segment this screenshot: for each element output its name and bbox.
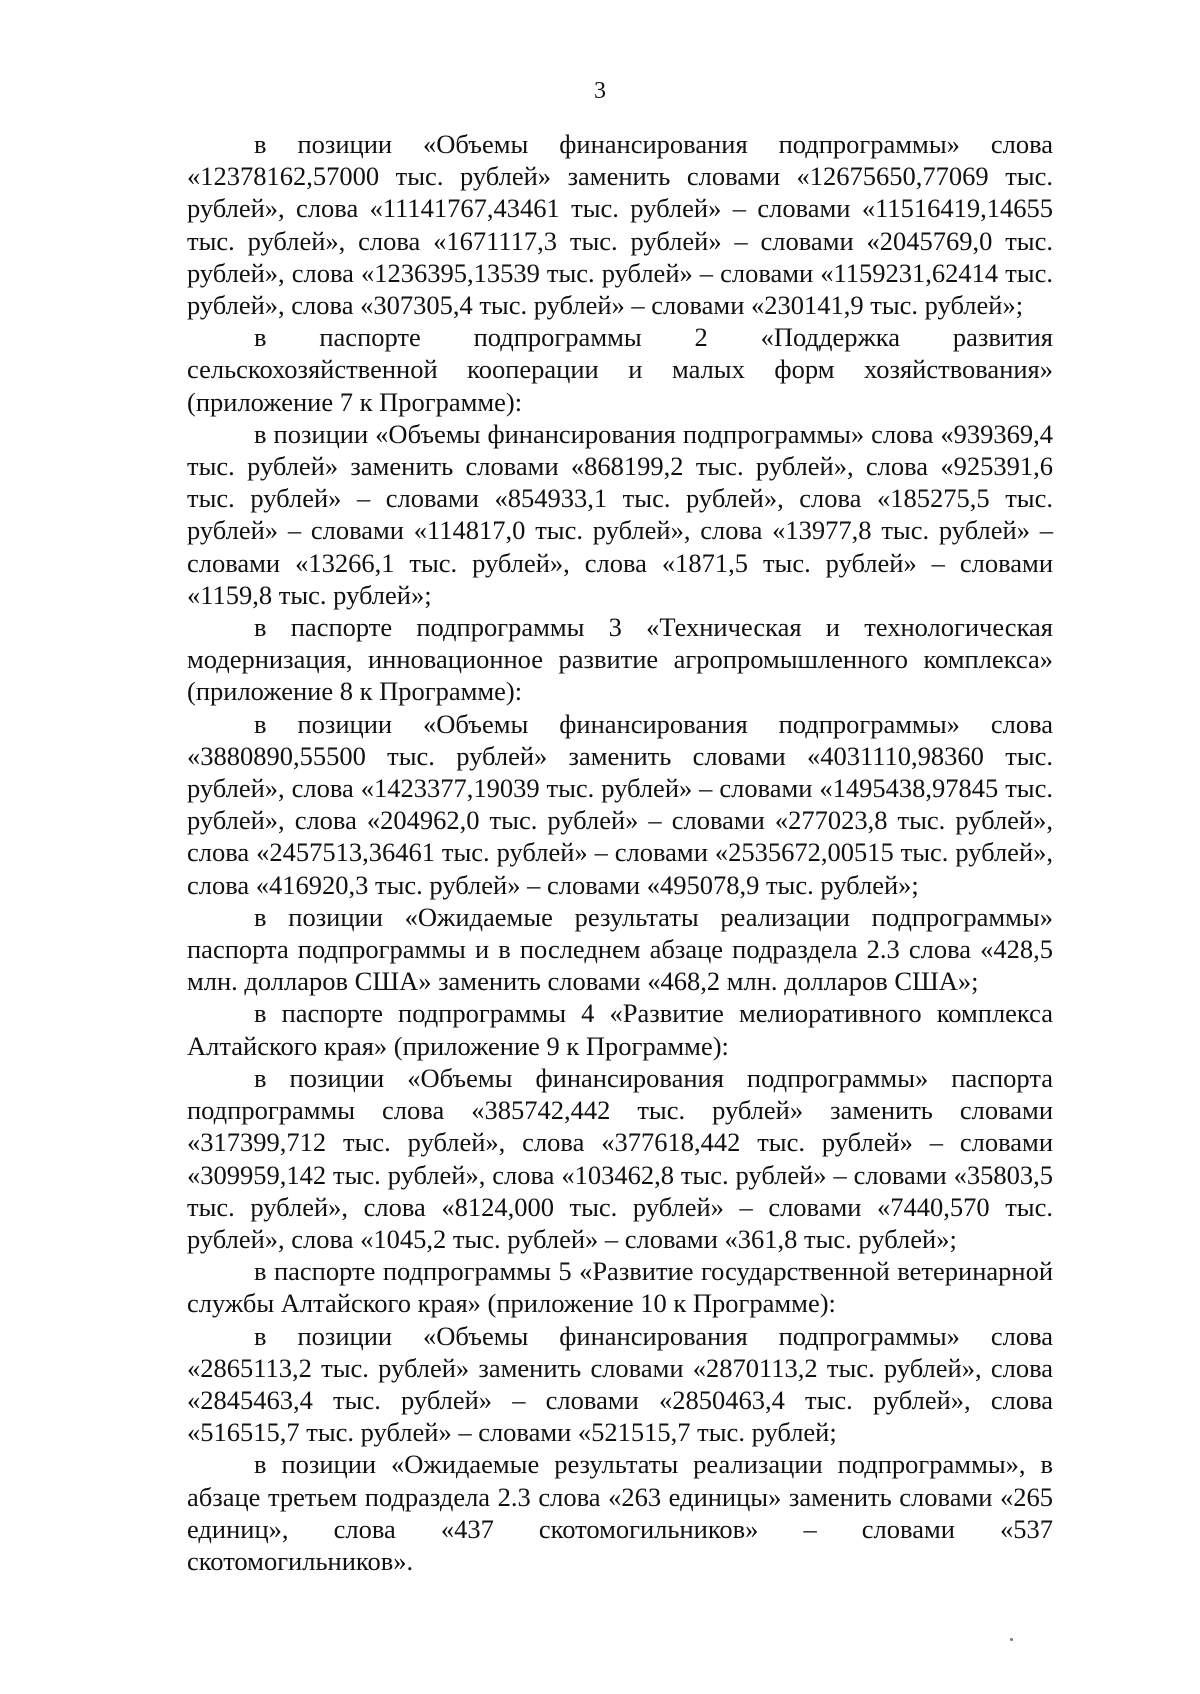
paragraph: в паспорте подпрограммы 3 «Техническая и технологическая модернизация, инновационное развитие агропромышленного комплекса» (приложение 8 к Программе): bbox=[187, 612, 1053, 707]
paragraph: в позиции «Объемы финансирования подпрограммы» слова «2865113,2 тыс. рублей» заменить словами «2870113,2 тыс. рублей», слова «2845463,4 тыс. рублей» – словами «2850463,4 тыс. рублей», слова «516515,7 тыс. рублей» – словами «521515,7 тыс. рублей; bbox=[187, 1320, 1053, 1448]
paragraph: в позиции «Объемы финансирования подпрограммы» слова «939369,4 тыс. рублей» заменить словами «868199,2 тыс. рублей», слова «925391,6 тыс. рублей» – словами «854933,1 тыс. рублей», слова «185275,5 тыс. рублей» – словами «114817,0 тыс. рублей», слова «13977,8 тыс. рублей» – словами «13266,1 тыс. рублей», слова «1871,5 тыс. рублей» – словами «1159,8 тыс. рублей»; bbox=[187, 418, 1053, 610]
paragraph: в паспорте подпрограммы 2 «Поддержка развития сельскохозяйственной кооперации и малых форм хозяйствования» (приложение 7 к Программе): bbox=[187, 322, 1053, 417]
paragraph: в позиции «Ожидаемые результаты реализации подпрограммы» паспорта подпрограммы и в последнем абзаце подраздела 2.3 слова «428,5 млн. долларов США» заменить словами «468,2 млн. долларов США»; bbox=[187, 901, 1053, 997]
paragraph: в позиции «Объемы финансирования подпрограммы» слова «3880890,55500 тыс. рублей» заменить словами «4031110,98360 тыс. рублей», слова «1423377,19039 тыс. рублей» – словами «1495438,97845 тыс. рублей», слова «204962,0 тыс. рублей» – словами «277023,8 тыс. рублей», слова «2457513,36461 тыс. рублей» – словами «2535672,00515 тыс. рублей», слова «416920,3 тыс. рублей» – словами «495078,9 тыс. рублей»; bbox=[187, 708, 1053, 900]
page-number: 3 bbox=[594, 78, 606, 104]
paragraph: в позиции «Объемы финансирования подпрограммы» паспорта подпрограммы слова «385742,442 тыс. рублей» заменить словами «317399,712 тыс. рублей», слова «377618,442 тыс. рублей» – словами «309959,142 тыс. рублей», слова «103462,8 тыс. рублей» – словами «35803,5 тыс. рублей», слова «8124,000 тыс. рублей» – словами «7440,570 тыс. рублей», слова «1045,2 тыс. рублей» – словами «361,8 тыс. рублей»; bbox=[187, 1062, 1053, 1254]
paragraph: в паспорте подпрограммы 4 «Развитие мелиоративного комплекса Алтайского края» (приложение 9 к Программе): bbox=[187, 998, 1053, 1061]
document-body bbox=[187, 128, 1053, 1577]
paragraph: в позиции «Ожидаемые результаты реализации подпрограммы», в абзаце третьем подраздела 2.3 слова «263 единицы» заменить словами «265 единиц», слова «437 скотомогильников» – словами «537 скотомогильников». bbox=[187, 1449, 1053, 1576]
scan-speck bbox=[1010, 1638, 1013, 1641]
paragraph: в паспорте подпрограммы 5 «Развитие государственной ветеринарной службы Алтайского края» (приложение 10 к Программе): bbox=[187, 1256, 1053, 1319]
paragraph: в позиции «Объемы финансирования подпрограммы» слова «12378162,57000 тыс. рублей» заменить словами «12675650,77069 тыс. рублей», слова «11141767,43461 тыс. рублей» – словами «11516419,14655 тыс. рублей», слова «1671117,3 тыс. рублей» – словами «2045769,0 тыс. рублей», слова «1236395,13539 тыс. рублей» – словами «1159231,62414 тыс. рублей», слова «307305,4 тыс. рублей» – словами «230141,9 тыс. рублей»; bbox=[187, 129, 1053, 321]
